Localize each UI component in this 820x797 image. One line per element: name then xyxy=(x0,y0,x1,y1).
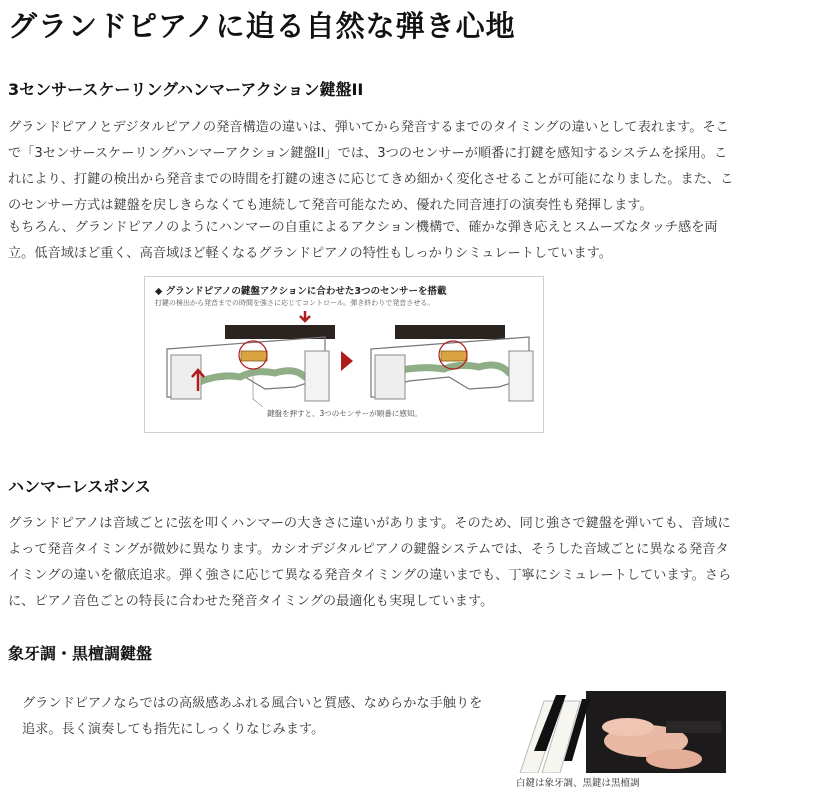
action-right-illustration xyxy=(371,325,533,401)
section-body-sensor: グランドピアノとデジタルピアノの発音構造の違いは、弾いてから発音するまでのタイミングの違いとして表れます。そこで「3センサースケーリングハンマーアクション鍵盤II」では、3つのセンサーが順番に打鍵を感知するシステムを採用。これにより、打鍵の検出から発音までの時間を打鍵の速さに応じてきめ細かく変化させることが可能になりました。また、このセンサー方式は鍵盤を戻しきらなくても連続して発音可能なため、優れた同音連打の演奏性も発揮します。 xyxy=(8,120,734,213)
section-body-sensor-2: もちろん、グランドピアノのようにハンマーの自重によるアクション機構で、確かな弾き応えとスムーズなタッチ感を両立。低音域ほど重く、高音域ほど軽くなるグランドピアノの特性もしっかりシミュレートしています。 xyxy=(8,220,718,261)
diagram-subtext: 打鍵の検出から発音までの時間を強さに応じてコントロール。弾き終わりで発音させる。 xyxy=(155,299,435,307)
diagram-caption: 鍵盤を押すと、3つのセンサーが順番に感知。 xyxy=(267,409,422,418)
section-body-hammer: グランドピアノは音域ごとに弦を叩くハンマーの大きさに違いがあります。そのため、同じ強さで鍵盤を弾いても、音域によって発音タイミングが微妙に異なります。カシオデジタルピアノの鍵盤システムでは、そうした音域ごとに異なる発音タイミングの違いを徹底追求。弾く強さに応じて異なる発音タイミングの違いまでも、丁寧にシミュレートしています。さらに、ピアノ音色ごとの特長に合わせた発音タイミングの最適化も実現しています。 xyxy=(8,516,732,609)
action-diagram xyxy=(144,276,544,433)
piano-keys-image xyxy=(516,691,726,773)
section-heading-hammer: ハンマーレスポンス xyxy=(8,477,151,496)
page-title: グランドピアノに迫る自然な弾き心地 xyxy=(8,9,516,43)
transition-arrow-icon xyxy=(341,351,353,371)
section-heading-sensor: 3センサースケーリングハンマーアクション鍵盤II xyxy=(8,80,364,99)
section-body-keys: グランドピアノならではの高級感あふれる風合いと質感、なめらかな手触りを追求。長く演奏しても指先にしっくりなじみます。 xyxy=(22,696,483,737)
piano-keys-photo xyxy=(516,691,726,773)
photo-caption: 白鍵は象牙調、黒鍵は黒檀調 xyxy=(516,778,640,789)
section-heading-keys: 象牙調・黒檀調鍵盤 xyxy=(8,644,153,663)
diagram-heading: ◆ グランドピアノの鍵盤アクションに合わせた3つのセンサーを搭載 xyxy=(155,286,447,297)
action-left-illustration xyxy=(167,311,335,407)
